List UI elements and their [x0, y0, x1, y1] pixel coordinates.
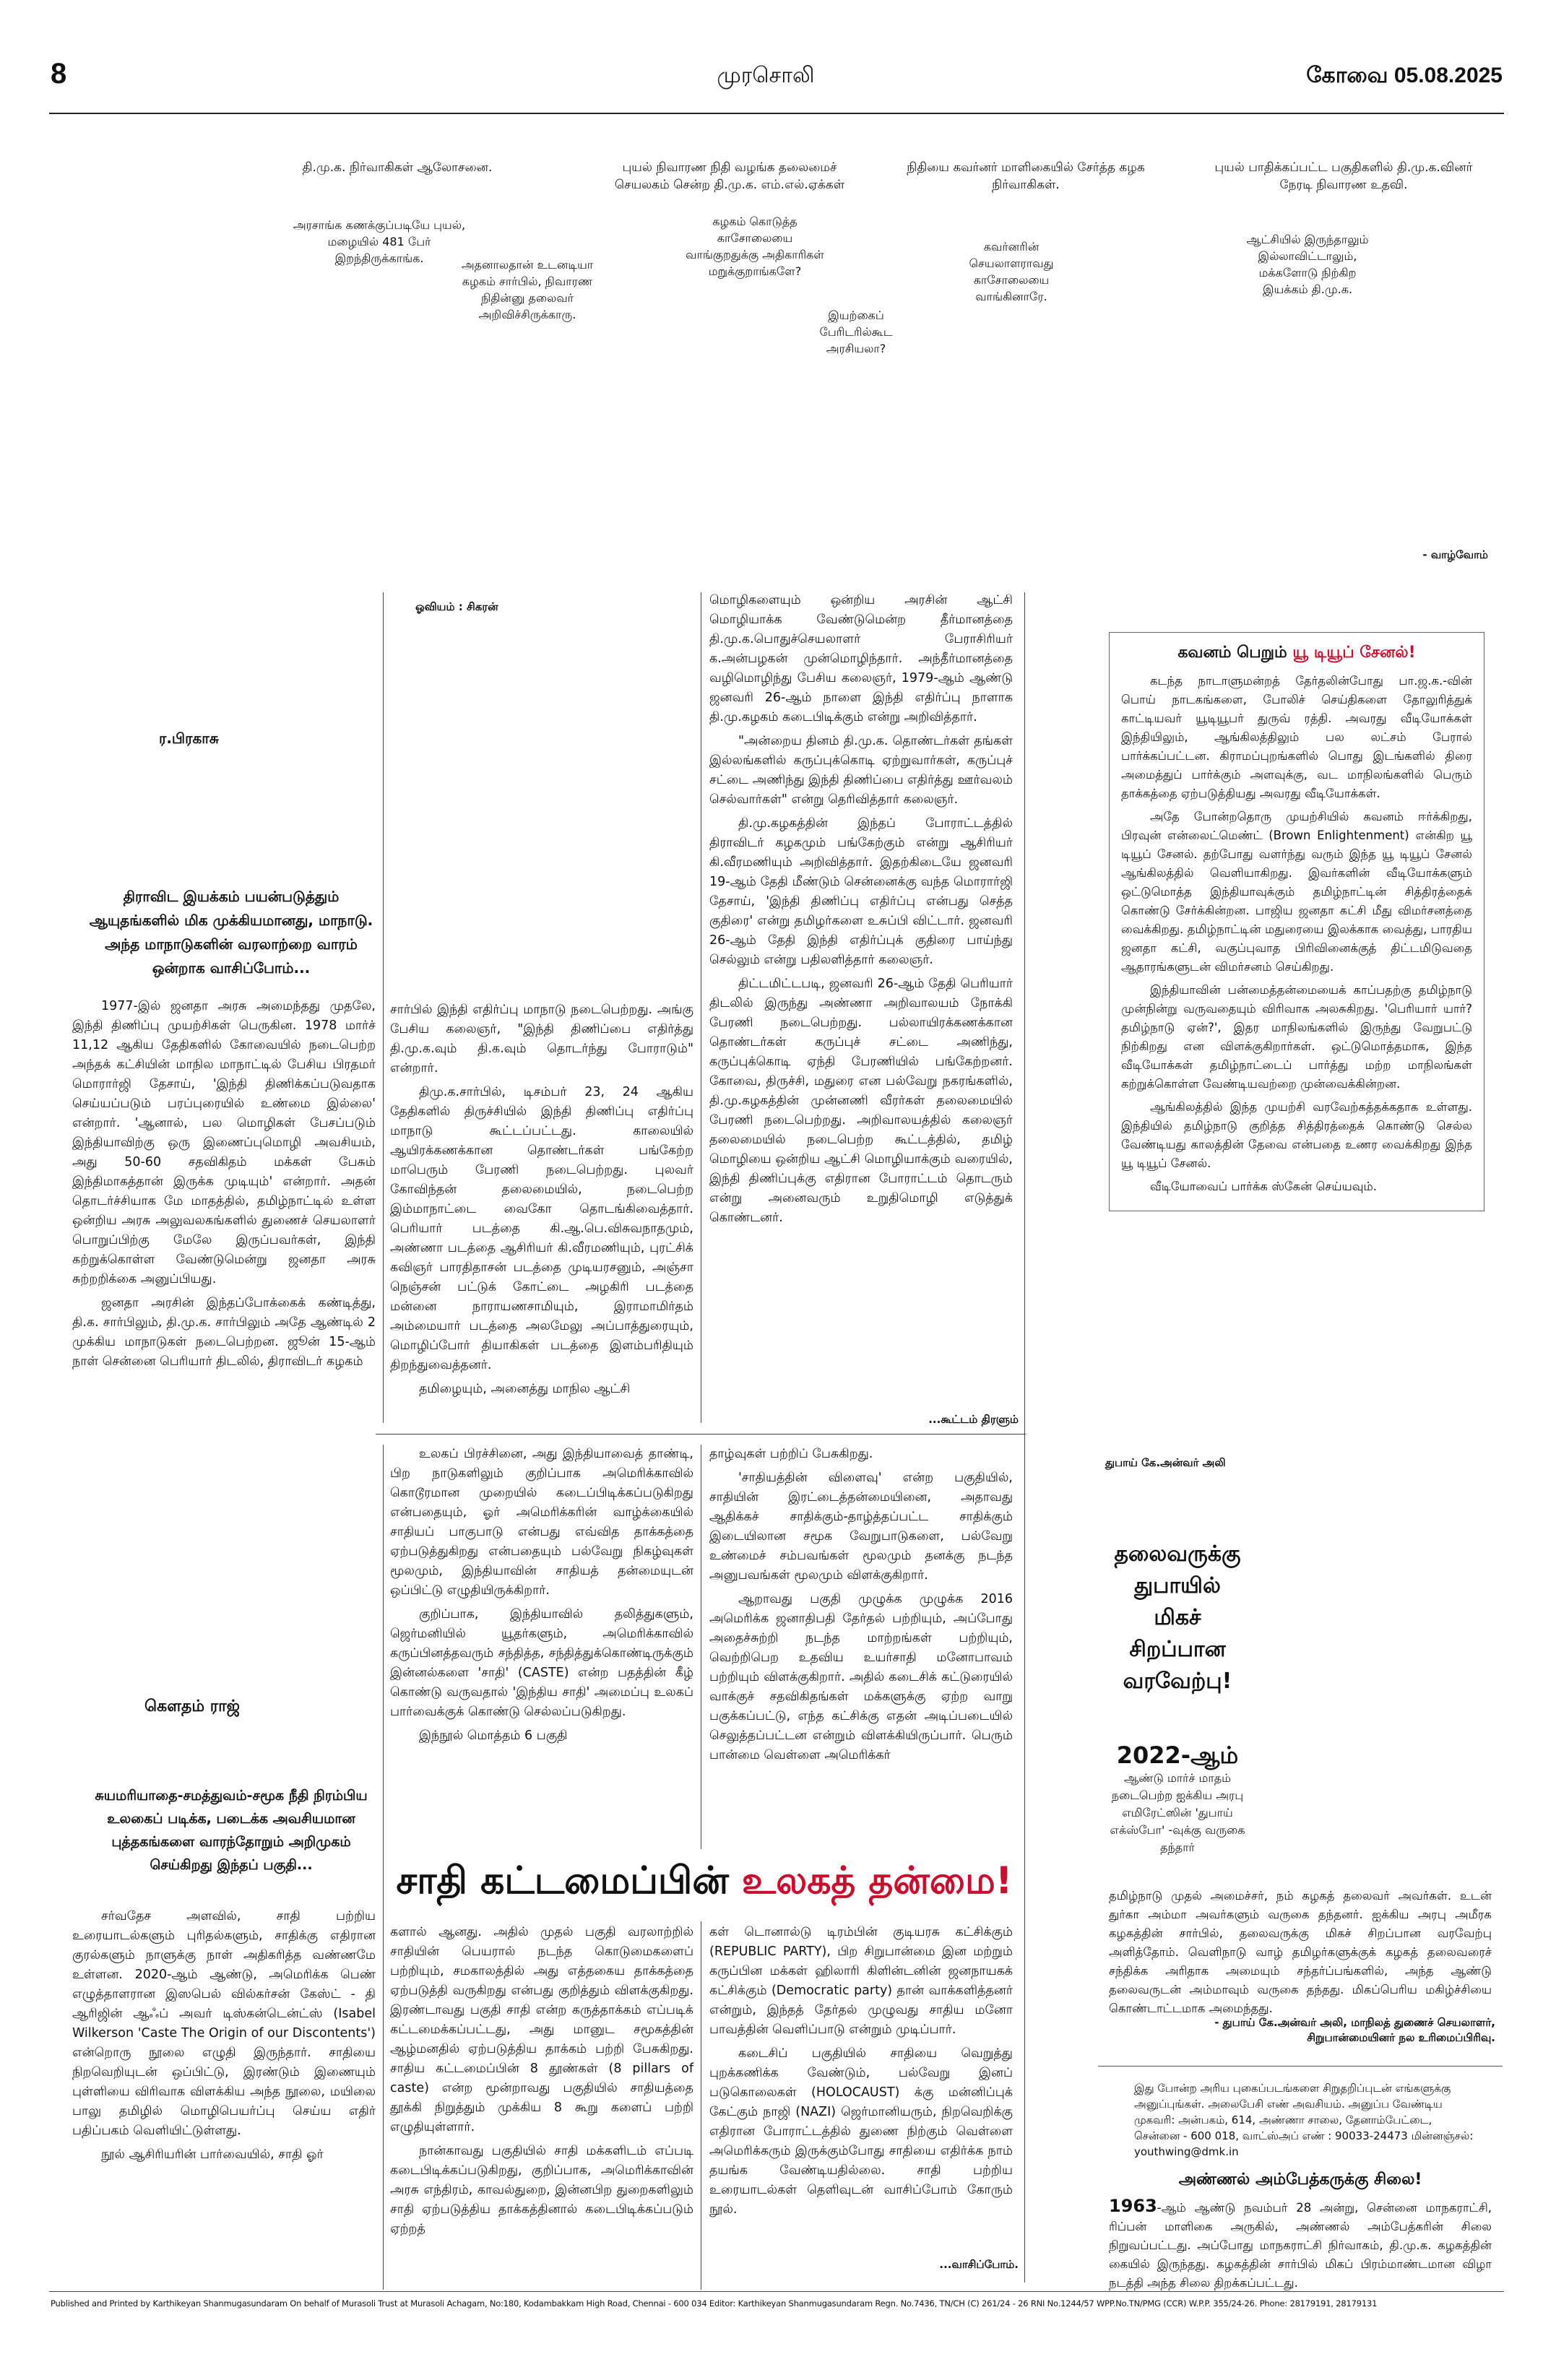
masthead-name: முரசொலி: [717, 64, 815, 87]
article-headline: [390, 1856, 1019, 1905]
article1-col2: [390, 1000, 693, 1403]
dubai-lead: [1109, 1741, 1246, 1856]
cartoon-caption: புயல் நிவாரண நிதி வழங்க தலைமைச் செயலகம் சென்ற தி.மு.க. எம்.எல்.ஏக்கள்: [614, 160, 845, 192]
article2-col2a: [390, 1445, 693, 1750]
speech-bubble: கவர்னரின் செயலாளராவது காசோலையை வாங்கினாரே.: [969, 240, 1054, 303]
headline-part-a: சாதி கட்டமைப்பின்: [396, 1859, 729, 1903]
paragraph: கடந்த நாடாளுமன்றத் தேர்தலின்போது பா.ஜ.க.-வின் பொய் நாடகங்களை, போலிச் செய்திகளை தோலுரித்துக் காட்டியவர் யூடியூபர் துருவ் ரத்தி. அவரது வீடியோக்கள் இந்தியிலும், ஆங்கிலத்திலும் பல லட்சம் பேரால் பார்க்கப்பட்டன. கிராமப்புறங்களில் பொது இடங்களில் திரை அமைத்துப் பார்க்கும் அளவுக்கு, வட மாநிலங்களில் பெரும் தாக்கத்தை ஏற்படுத்தியது அவரது வீடியோக்கள்.: [1121, 674, 1472, 800]
footer-rule: [49, 2291, 1504, 2292]
speech-bubble: கழகம் கொடுத்த காசோலையை வாங்குறதுக்கு அதிகாரிகள் மறுக்குறாங்களே?: [686, 215, 824, 278]
signature-line: - துபாய் கே.அன்வர் அலி, மாநிலத் துணைச் செயலாளர்,: [1214, 2016, 1495, 2029]
speech-bubble: அரசாங்க கணக்குப்படியே புயல், மழையில் 481 பேர் இறந்திருக்காங்க.: [293, 218, 466, 265]
paragraph: தாழ்வுகள் பற்றிப் பேசுகிறது.: [709, 1447, 873, 1461]
page-number: 8: [51, 58, 67, 90]
paragraph: திமு.க.சார்பில், டிசம்பர் 23, 24 ஆகிய தேதிகளில் திருச்சியில் இந்தி திணிப்பு எதிர்ப்பு மாநாடு கூட்டப்பட்டது. காலையில் ஆயிரக்கணக்கான தொண்டர்கள் பங்கேற்ற மாபெரும் பேரணி நடைபெற்றது. புலவர் கோவிந்தன் தலைமையில், நடைபெற்ற இம்மாநாட்டை வைகோ தொடங்கிவைத்தார். பெரியார் படத்தை கி.ஆ.பெ.விசுவநாதமும், அண்ணா படத்தை ஆசிரியர் கி.வீரமணியும், புரட்சிக் கவிஞர் பாரதிதாசன் படத்தை முடியரசனும், அஞ்சா நெஞ்சன் பட்டுக் கோட்டை அழகிரி படத்தை மன்னை நாராயணசாமியும், இராமாமிர்தம் அம்மையார் படத்தை அலமேலு அப்பாத்துரையும், மொழிப்போர் தியாகிகள் படத்தை இளம்பரிதியும் திறந்துவைத்தனர்.: [390, 1085, 693, 1372]
column-rule: [383, 592, 384, 1423]
youtube-title: [1110, 633, 1484, 667]
article2-col3a: [709, 1445, 1013, 1770]
headline-part-b: உலகத் தன்மை!: [741, 1859, 1013, 1903]
cartoon-signoff: - வாழ்வோம்: [1422, 548, 1488, 561]
paragraph: குறிப்பாக, இந்தியாவில் தலித்துகளும், ஜெர்மனியில் யூதர்களும், அமெரிக்காவில் கருப்பினத்தவரும் சந்தித்த, சந்தித்துக்கொண்டிருக்கும் இன்னல்களை 'சாதி' (CASTE) என்ற பதத்தின் கீழ் கொண்டு வருவதால் 'இந்திய சாதி' அமைப்பு உலகப் பார்வைக்குக் கொண்டு செல்லப்படுகிறது.: [390, 1607, 693, 1719]
youtube-box: [1109, 632, 1484, 1211]
article-deck: திராவிட இயக்கம் பயன்படுத்தும் ஆயுதங்களில் மிக முக்கியமானது, மாநாடு. அந்த மாநாடுகளின் வரலாற்றை வாரம் ஒன்றாக வாசிப்போம்...: [89, 888, 373, 977]
paragraph: இந்தியாவின் பன்மைத்தன்மையைக் காப்பதற்கு தமிழ்நாடு முன்நின்று வருவதையும் விரிவாக அலசுகிறது. 'பெரியார் யார்? தமிழ்நாடு ஏன்?', இதர மாநிலங்களில் இருந்து வேறுபட்டு நிற்கிறது என விளக்குகிறார்கள். ஒட்டுமொத்தமாக, இந்த வீடியோக்கள் தமிழ்நாட்டைப் பார்த்து மற்ற மாநிலங்கள் கற்றுக்கொள்ள வேண்டியவற்றை முன்வைக்கின்றன.: [1121, 983, 1472, 1091]
dubai-lead-text: ஆண்டு மார்ச் மாதம் நடைபெற்ற ஐக்கிய அரபு எமிரேட்ஸின் 'துபாய் எக்ஸ்போ' -வுக்கு வருகை தந்தார்: [1110, 1771, 1245, 1854]
header-rule: [49, 113, 1504, 114]
paragraph: திட்டமிட்டபடி, ஜனவரி 26-ஆம் தேதி பெரியார் திடலில் இருந்து அண்ணா அறிவாலயம் நோக்கி பேரணி நடைபெற்றது. பல்லாயிரக்கணக்கான தொண்டர்கள் கருப்புச் சட்டை அணிந்து, கருப்புக்கொடி ஏந்தி பேரணியில் பங்கேற்றனர். கோவை, திருச்சி, மதுரை என பல்வேறு நகரங்களில், தி.மு.கழகத்தின் முன்னணி வீரர்கள் தலைமையில் பேரணி நடைபெற்றது. அறிவாலயத்தில் கலைஞர் தலைமையில் நடைபெற்ற கூட்டத்தில், தமிழ் மொழியை ஒன்றிய ஆட்சி மொழியாக்கும் வரையில், இந்தி திணிப்புக்கு எதிரான போராட்டம் தொடரும் என்று அனைவரும் உறுதிமொழி எடுத்துக் கொண்டனர்.: [709, 977, 1013, 1225]
paragraph: அதே போன்றதொரு முயற்சியில் கவனம் ஈர்க்கிறது, பிரவுன் என்லைட்மெண்ட் (Brown Enlightenment) என்கிற யூ டியூப் சேனல். தற்போது வளர்ந்து வரும் இந்த யூ டியூப் சேனல் ஆங்கிலத்தில் வெளியாகிறது. இவர்களின் வீடியோக்களும் ஒட்டுமொத்த இந்தியாவுக்கும் தமிழ்நாட்டின் சித்திரத்தைக் கொண்டு சேர்க்கின்றன. பாஜிய ஜனதா கட்சி மீது விமர்சனத்தை வைக்கிறது. தமிழ்நாட்டின் மதுரையை இலக்காக வைத்து, பாரதிய ஜனதா கட்சி, வகுப்புவாத பிரிவினைக்குத் திட்டமிடுவதை ஆதாரங்களுடன் விமர்சனம் செய்கிறது.: [1121, 810, 1472, 974]
youtube-title-b: யூ டியூப் சேனல்!: [1292, 644, 1416, 662]
article1-col3: [709, 591, 1013, 1232]
cartoon-strip: [43, 144, 1510, 561]
byline: கௌதம் ராஜ்: [144, 1697, 240, 1715]
appeal-note: இது போன்ற அரிய புகைப்படங்களை சிறுதறிப்புடன் எங்களுக்கு அனுப்புங்கள். அலைபேசி எண் அவசியம். அனுப்ப வேண்டிய முகவரி: அன்பகம், 614, அண்ணா சாலை, தேனாம்பேட்டை, சென்னை - 600 018, வாட்ஸ்அப் எண் : 90033-24473 மின்னஞ்சல்: youthwing@dmk.in: [1134, 2082, 1474, 2158]
section-rule: [376, 1434, 1026, 1435]
imprint-line: Published and Printed by Karthikeyan Shanmugasundaram On behalf of Murasoli Trust at Murasoli Achagam, No:180, Kodambakkam High Road, Chennai - 600 034 Editor: Karthikeyan Shanmugasundaram Regn. No.7436, TN/CH (C) 261/24 - 26 RNI No.1244/57 WPP.No.TN/PMG (CCR) W.P.P. 355/24-26. Phone: 28179191, 28179131: [51, 2298, 1378, 2308]
dubai-year: 2022-ஆம்: [1116, 1741, 1239, 1769]
paragraph: நான்காவது பகுதியில் சாதி மக்களிடம் எப்படி கடைபிடிக்கப்படுகிறது, குறிப்பாக, அமெரிக்காவின் அரசு எந்திரம், காவல்துறை, இன்னபிற துறைகளிலும் சாதி ஏற்படுத்திய தாக்கத்தினால் கடைபிடிக்கப்படும் ஏற்றத்: [390, 2144, 693, 2236]
paragraph: 1977-இல் ஜனதா அரசு அமைந்தது முதலே, இந்தி திணிப்பு முயற்சிகள் பெருகின. 1978 மார்ச் 11,12 ஆகிய தேதிகளில் கோவையில் நடைபெற்ற அந்தக் கட்சியின் மாநில மாநாட்டில் பேசிய பிரதமர் மொரார்ஜி தேசாய், 'இந்தி திணிக்கப்படுவதாக செய்யப்படும் பரப்புரையில் உண்மை இல்லை' என்றார். 'ஆனால், பல மொழிகள் பேசப்படும் இந்தியாவிற்கு ஒரு இணைப்புமொழி அவசியம், அது 50-60 சதவிகிதம் மக்கள் பேசும் இந்திமாகத்தான் இருக்க முடியும்' என்றார். அதன் தொடர்ச்சியாக மே மாதத்தில், தமிழ்நாட்டில் உள்ள ஒன்றிய அரசு அலுவலகங்களில் துணைச் செயலாளர் பொறுப்பிற்கு மேலே இருப்பவர்கள், இந்தி கற்றுக்கொள்ள வேண்டுமென்று ஜனதா அரசு சுற்றறிக்கை அனுப்பியது.: [72, 999, 376, 1286]
byline: துபாய் கே.அன்வர் அலி: [1105, 1456, 1226, 1469]
dubai-body: [1109, 1887, 1492, 2022]
cartoon-caption: நிதியை கவர்னர் மாளிகையில் சேர்த்த கழக நிர்வாகிகள்.: [907, 160, 1145, 192]
ambedkar-text: -ஆம் ஆண்டு நவம்பர் 28 அன்று, சென்னை மாநகராட்சி, ரிப்பன் மாளிகை அருகில், அண்ணல் அம்பேத்கரின் சிலை நிறுவப்பட்டது. அப்போது மாநகராட்சி நிர்வாகம், தி.மு.க. கழகத்தின் கையில் இருந்தது. கழகத்தின் சார்பில் மிகப் பிரம்மாண்டமான விழா நடத்தி அந்த சிலை திறக்கப்பட்டது.: [1109, 2201, 1492, 2290]
ambedkar-box: [1109, 2167, 1492, 2297]
ambedkar-title: அண்ணல் அம்பேத்கருக்கு சிலை!: [1178, 2171, 1422, 2189]
speech-bubble: ஆட்சியில் இருந்தாலும் இல்லாவிட்டாலும், மக்களோடு நிற்கிற இயக்கம் தி.மு.க.: [1246, 233, 1369, 296]
paragraph: ஆறாவது பகுதி முழுக்க முழுக்க 2016 அமெரிக்க ஜனாதிபதி தேர்தல் பற்றியும், அப்போது அதைச்சுற்றி நடந்த மாற்றங்கள் பற்றியும், வெற்றிபெற உதவிய உயர்சாதி மனோபாவம் பற்றியும் விளக்குகிறார். அதில் கடைசிக் கட்டுரையில் வாக்குச் சதவிகிதங்கள் மக்களுக்கு ஏற்ற வாறு பகுக்கப்பட்டு, எந்த கட்சிக்கு எதன் அடிப்படையில் செலுத்தப்பட்டன என்றும் விளக்கியிருப்பார். பெரும் பான்மை வெள்ளை அமெரிக்கர்: [709, 1592, 1013, 1762]
paragraph: ஆங்கிலத்தில் இந்த முயற்சி வரவேற்கத்தக்கதாக உள்ளது. இந்தியில் தமிழ்நாடு குறித்த சித்திரத்தைக் கொண்டு செல்ல வேண்டியது காலத்தின் தேவை என்பதை உணர வைக்கிறது இந்த யூ டியூப் சேனல்.: [1121, 1100, 1472, 1170]
column-rule: [1024, 592, 1025, 2282]
paragraph: சர்வதேச அளவில், சாதி பற்றிய உரையாடல்களும் புரிதல்களும், சாதிக்கு எதிரான குரல்களும் நாளுக்கு நாள் அதிகரித்த வண்ணமே உள்ளன. 2020-ஆம் ஆண்டு, அமெரிக்க பெண் எழுத்தாளரான இஸபெல் வில்கர்சன் கேஸ்ட் - தி ஆரிஜின் ஆஃப் அவர் டிஸ்கன்டென்ட்ஸ் (Isabel Wilkerson 'Caste The Origin of our Discontents') என்றொரு நூலை எழுதி இருந்தார். சாதியை நிறவெறியுடன் ஒப்பிட்டு, இரண்டும் இணையும் புள்ளியை விரிவாக விளக்கிய அந்த நூலை, மயிலை பாலு தமிழில் மொழிபெயர்ப்பு செய்ய எதிர் பதிப்பகம் வெளியிட்டுள்ளது.: [72, 1909, 376, 2138]
paragraph: இந்நூல் மொத்தம் 6 பகுதி: [419, 1728, 568, 1743]
continuation-note: ...கூட்டம் திரளும்: [928, 1413, 1019, 1426]
art-credit: ஓவியம் : சிகரன்: [415, 600, 498, 613]
paragraph: வீடியோவைப் பார்க்க ஸ்கேன் செய்யவும்.: [1150, 1180, 1378, 1193]
youtube-title-a: கவனம் பெறும்: [1177, 644, 1287, 662]
continuation-note: ...வாசிப்போம்.: [939, 2258, 1019, 2271]
signature-line: சிறுபான்மையினர் நல உரிமைப்பிரிவு.: [1307, 2031, 1495, 2044]
article2-col1b: [390, 1923, 693, 2243]
speech-bubble: இயற்கைப் பேரிடரில்கூட அரசியலா?: [819, 308, 893, 355]
dubai-headline: தலைவருக்கு துபாயில் மிகச் சிறப்பான வரவேற்பு!: [1114, 1541, 1241, 1694]
article1-col1: [72, 997, 376, 1376]
article2-col1: [72, 1907, 376, 2169]
paragraph: தி.மு.கழகத்தின் இந்தப் போராட்டத்தில் திராவிடர் கழகமும் பங்கேற்கும் என்று ஆசிரியர் கி.வீரமணியும் அறிவித்தார். இதற்கிடையே ஜனவரி 19-ஆம் தேதி மீண்டும் சென்னைக்கு வந்த மொரார்ஜி தேசாய், 'இந்தி திணிப்பு எதிர்ப்பு என்பது செத்த குதிரை' என்று தமிழர்களை உசுப்பி விட்டார். ஜனவரி 26-ஆம் தேதி இந்தி எதிர்ப்புக் குதிரை பாய்ந்து செல்லும் என்று பதிலளித்தார் கலைஞர்.: [709, 816, 1013, 967]
article-deck: சுயமரியாதை-சமத்துவம்-சமூக நீதி நிரம்பிய உலகைப் படிக்க, படைக்க அவசியமான புத்தகங்களை வாரந்தோறும் அறிமுகம் செய்கிறது இந்தப் பகுதி...: [95, 1788, 368, 1873]
paragraph: தமிழையும், அனைத்து மாநில ஆட்சி: [419, 1382, 631, 1396]
cartoon-caption: புயல் பாதிக்கப்பட்ட பகுதிகளில் தி.மு.க.வினர் நேரடி நிவாரண உதவி.: [1214, 160, 1473, 192]
paragraph: ஜனதா அரசின் இந்தப்போக்கைக் கண்டித்து, தி.க. சார்பிலும், தி.மு.க. சார்பிலும் அதே ஆண்டில் 2 முக்கிய மாநாடுகள் நடைபெற்றன. ஜூன் 15-ஆம் நாள் சென்னை பெரியார் திடலில், திராவிடர் கழகம்: [72, 1296, 376, 1369]
paragraph: நூல் ஆசிரியரின் பார்வையில், சாதி ஓர்: [101, 2147, 324, 2162]
paragraph: கடைசிப் பகுதியில் சாதியை வெறுத்து புறக்கணிக்க வேண்டும், பல்வேறு இனப் படுகொலைகள் (HOLOCAUST) க்கு மன்னிப்புக் கேட்கும் நாஜி (NAZI) ஜெர்மானியரும், நிறவெறிக்கு எதிரான போராட்டத்தில் துணை நிற்கும் வெள்ளை அமெரிக்கரும் இருக்கும்போது சாதியை எதிர்க்க நாம் தயங்க வேண்டியதில்லை. சாதி பற்றிய உரையாடல்கள் தெளிவுடன் வாசிப்போம் கோரும் நூல்.: [709, 2046, 1013, 2217]
column-rule: [383, 1445, 384, 2290]
paragraph: 'சாதியத்தின் விளைவு' என்ற பகுதியில், சாதியின் இரட்டைத்தன்மையினை, அதாவது ஆதிக்கச் சாதிக்கும்-தாழ்த்தப்பட்ட சாதிக்கும் இடையிலான சமூக வேறுபாடுகளை, பல்வேறு உண்மைச் சம்பவங்கள் மூலமும் தனக்கு நடந்த அனுபவங்கள் மூலமும் விளக்குகிறார்.: [709, 1471, 1013, 1583]
speech-bubble: அதனாலதான் உடனடியா கழகம் சார்பில், நிவாரண நிதின்னு தலைவர் அறிவிச்சிருக்காரு.: [461, 258, 594, 321]
paragraph: சார்பில் இந்தி எதிர்ப்பு மாநாடு நடைபெற்றது. அங்கு பேசிய கலைஞர், "இந்தி திணிப்பை எதிர்த்து தி.மு.க.வும் தி.க.வும் தொடர்ந்து போராடும்" என்றார்.: [390, 1003, 693, 1076]
ambedkar-year: 1963: [1109, 2196, 1157, 2216]
article2-col2b: [709, 1923, 1013, 2224]
cartoon-caption: தி.மு.க. நிர்வாகிகள் ஆலோசனை.: [302, 160, 493, 175]
paragraph: "அன்றைய தினம் தி.மு.க. தொண்டர்கள் தங்கள் இல்லங்களில் கருப்புக்கொடி ஏற்றுவார்கள், கருப்புச் சட்டை அணிந்து இந்தி திணிப்பை எதிர்த்து ஊர்வலம் செல்வார்கள்" என்று தெரிவித்தார் கலைஞர்.: [709, 734, 1013, 807]
paragraph: மொழிகளையும் ஒன்றிய அரசின் ஆட்சி மொழியாக்க வேண்டுமென்ற தீர்மானத்தை தி.மு.க.பொதுச்செயலாளர் பேராசிரியர் க.அன்பழகன் முன்மொழிந்தார். அந்தீர்மானத்தை வழிமொழிந்து பேசிய கலைஞர், 1979-ஆம் ஆண்டு ஜனவரி 26-ஆம் நாளை இந்தி எதிர்ப்பு நாளாக தி.மு.கழகம் கடைபிடிக்கும் என்று அறிவித்தார்.: [709, 593, 1013, 724]
paragraph: கள் டொனால்டு டிரம்பின் குடியரசு கட்சிக்கும் (REPUBLIC PARTY), பிற சிறுபான்மை இன மற்றும் கருப்பின மக்கள் ஹிலாரி கிளின்டனின் ஜனநாயகக் கட்சிக்கும் (Democratic party) தான் வாக்களித்தனர் என்றும், இந்தத் தேர்தல் முழுவது சாதிய மனோ பாவத்தின் வெளிப்பாடு என்றும் முடிப்பார்.: [709, 1925, 1013, 2037]
paragraph: களால் ஆனது. அதில் முதல் பகுதி வரலாற்றில் சாதியின் பெயரால் நடந்த கொடுமைகளைப் பற்றியும், சமகாலத்தில் அது எத்தகைய தாக்கத்தை ஏற்படுத்தி வருகிறது என்பது குறித்தும் விளக்குகிறது. இரண்டாவது பகுதி சாதி என்ற கருத்தாக்கம் எப்படிக் கட்டமைக்கப்பட்டது, அது மானுட சமூகத்தின் ஆழ்மனதில் ஏற்படுத்திய தாக்கம் பற்றி பேசுகிறது. சாதிய கட்டமைப்பின் 8 தூண்கள் (8 pillars of caste) என்ற மூன்றாவது பகுதியில் சாதியத்தை தூக்கி நிறுத்தும் முக்கிய 8 கூறு களைப் பற்றி எழுதியுள்ளார்.: [390, 1925, 693, 2134]
section-rule: [1098, 2066, 1503, 2067]
paragraph: தமிழ்நாடு முதல் அமைச்சர், நம் கழகத் தலைவர் அவர்கள். உடன் துர்கா அம்மா அவர்களும் வருகை தந்தனர். ஐக்கிய அரபு அமீரக கழகத்தின் சார்பில், தலைவருக்கு மிகச் சிறப்பான வரவேற்பு அளித்தோம். வெளிநாடு வாழ் தமிழர்களுக்குக் கழகத் தலைவரைச் சந்திக்க அரிதாக அமையும் சந்தர்ப்பங்களில், அந்த ஆண்டு தலைவருடன் அம்மாவும் வருகை தந்தது. மிகப்பெரிய மகிழ்ச்சியை கொண்டாட்டமாக அமைந்தது.: [1109, 1889, 1492, 2015]
byline: ர.பிரகாசு: [159, 730, 219, 747]
dubai-signature: [1112, 2015, 1495, 2046]
dateline: கோவை 05.08.2025: [1306, 64, 1503, 87]
paragraph: உலகப் பிரச்சினை, அது இந்தியாவைத் தாண்டி, பிற நாடுகளிலும் குறிப்பாக அமெரிக்காவில் கொடூரமான முறையில் கடைப்பிடிக்கப்படுகிறது என்பதையும், ஓர் அமெரிக்கரின் வாழ்க்கையில் சாதியப் பாகுபாடு என்பது எவ்வித தாக்கத்தை ஏற்படுத்துகிறது என்பதையும் பல்வேறு நிகழ்வுகள் மூலமும், இந்தியாவின் சாதியத் தன்மையுடன் ஒப்பிட்டு எழுதியிருக்கிறார்.: [390, 1447, 693, 1598]
